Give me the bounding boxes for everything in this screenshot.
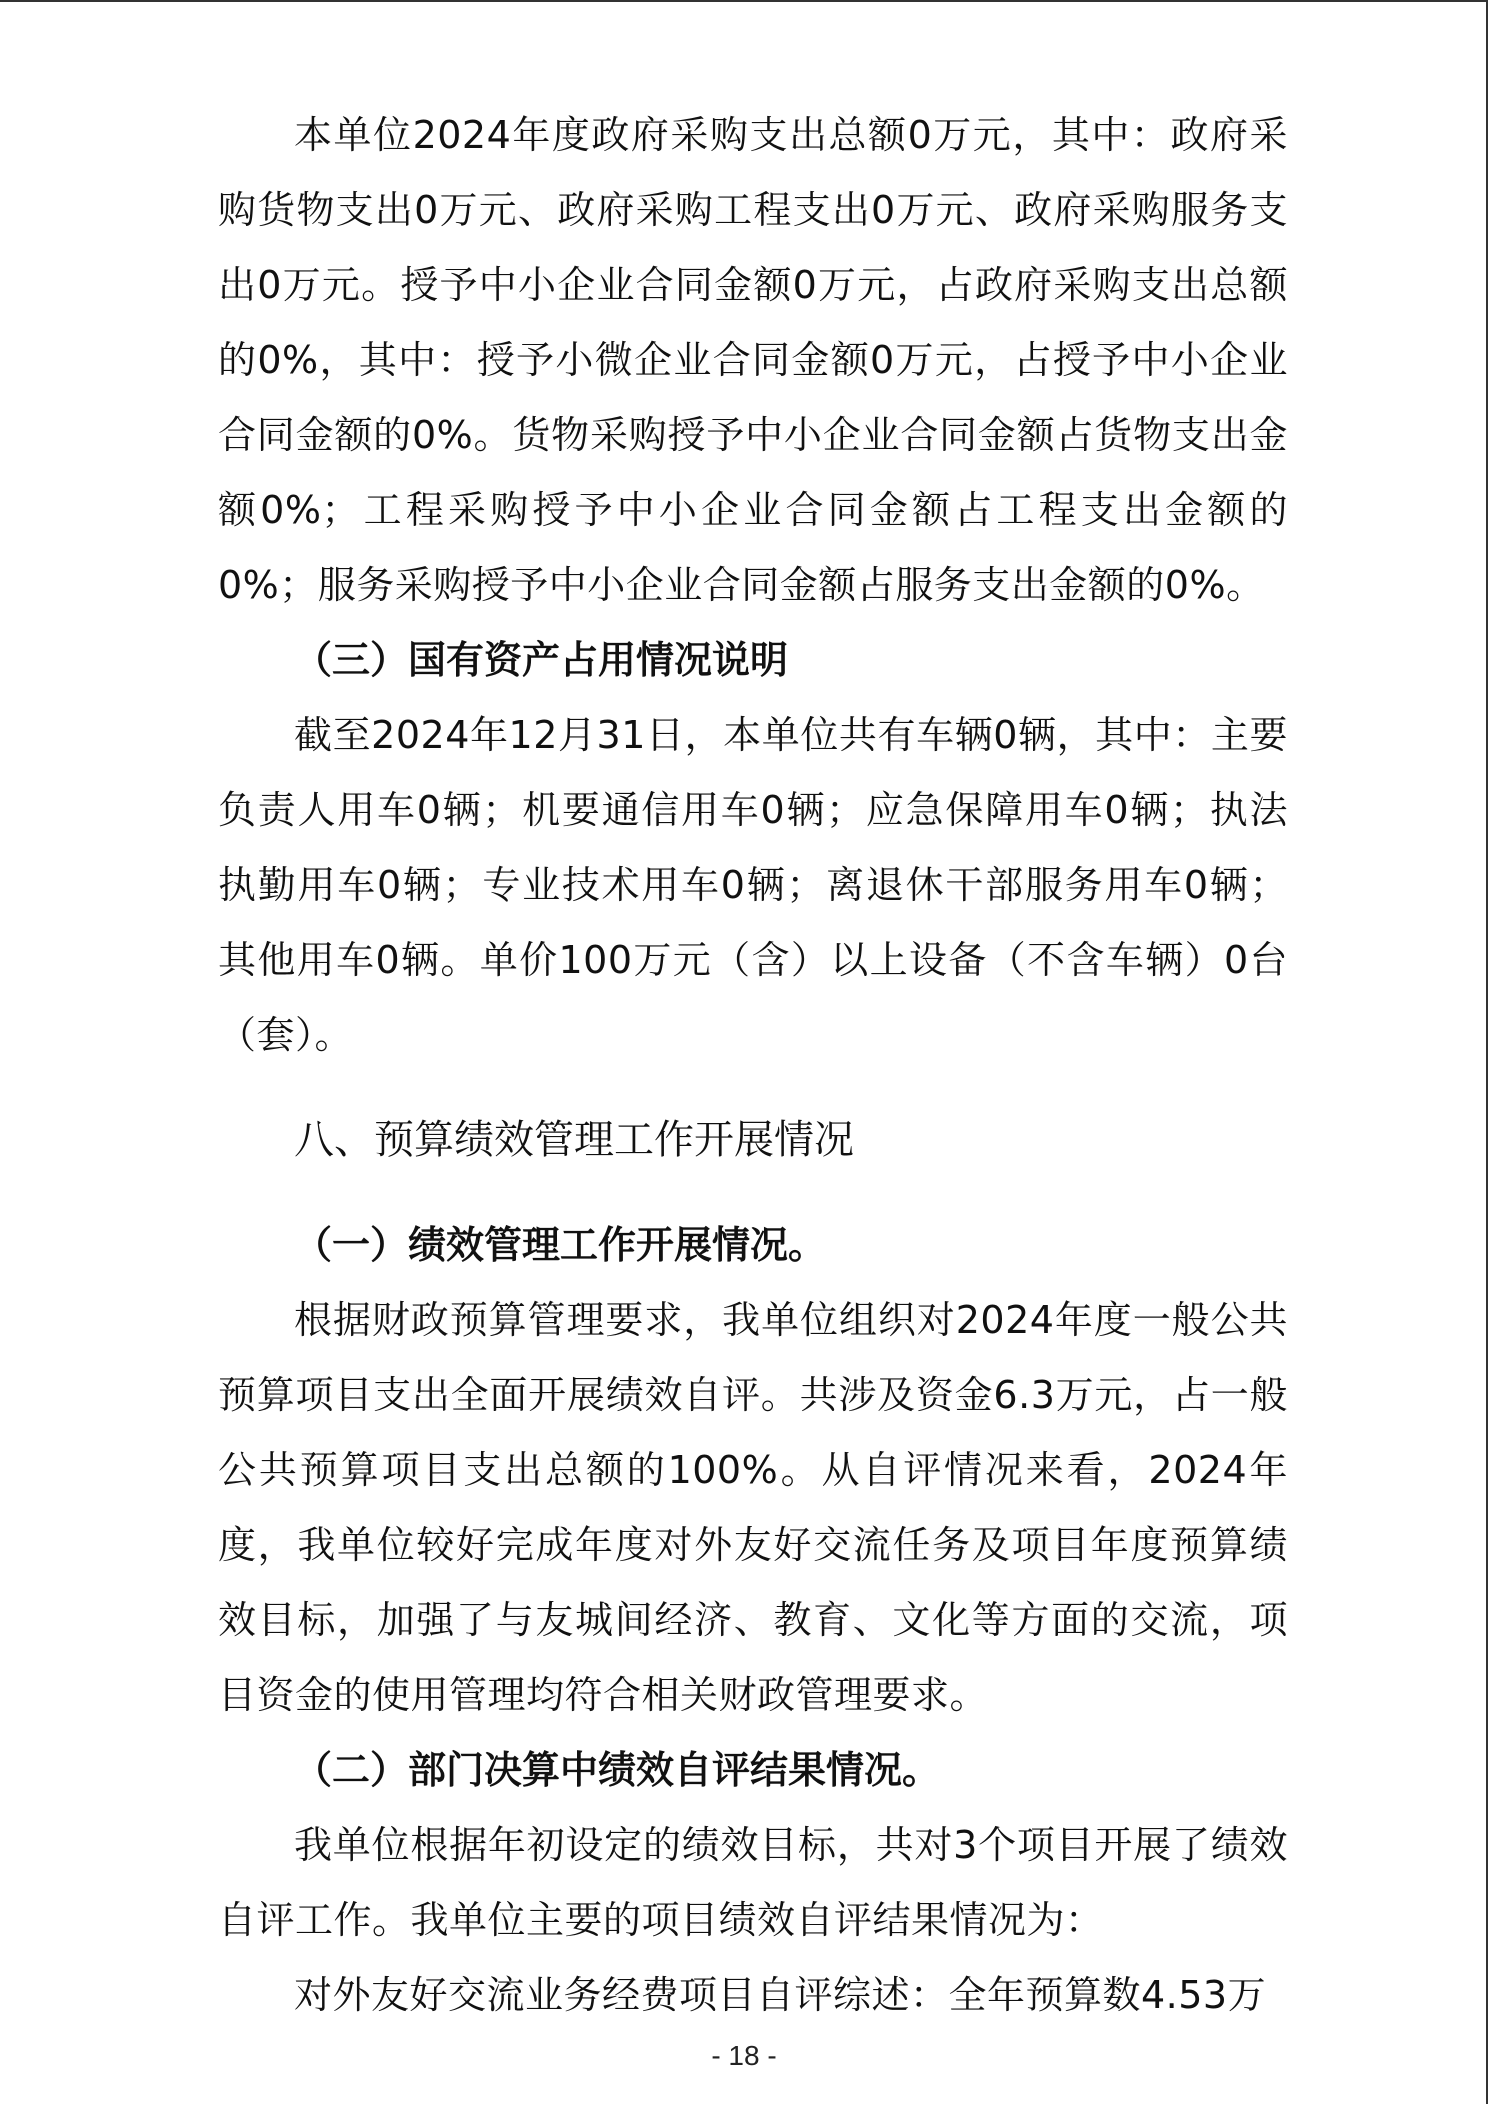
page-number: - 18 - (711, 2040, 777, 2071)
section-8-heading: 八、预算绩效管理工作开展情况 (294, 1117, 854, 1163)
page-border-top (0, 0, 1488, 2)
spacer (218, 1178, 1288, 1208)
friendship-summary-paragraph: 对外友好交流业务经费项目自评综述：全年预算数4.53万 (294, 1973, 1267, 2017)
procurement-paragraph: 本单位2024年度政府采购支出总额0万元，其中：政府采购货物支出0万元、政府采购工程支出0万元、政府采购服务支出0万元。授予中小企业合同金额0万元，占政府采购支出总额的0%，其中：授予小微企业合同金额0万元，占授予中小企业合同金额的0%。货物采购授予中小企业合同金额占货物支出金额0%；工程采购授予中小企业合同金额占工程支出金额的0%；服务采购授予中小企业合同金额占服务支出金额的0%。 (218, 113, 1288, 607)
performance-management-paragraph: 根据财政预算管理要求，我单位组织对2024年度一般公共预算项目支出全面开展绩效自评。共涉及资金6.3万元，占一般公共预算项目支出总额的100%。从自评情况来看，2024年度，我单位较好完成年度对外友好交流任务及项目年度预算绩效目标，加强了与友城间经济、教育、文化等方面的交流，项目资金的使用管理均符合相关财政管理要求。 (218, 1298, 1288, 1717)
assets-paragraph: 截至2024年12月31日，本单位共有车辆0辆，其中：主要负责人用车0辆；机要通信用车0辆；应急保障用车0辆；执法执勤用车0辆；专业技术用车0辆；离退休干部服务用车0辆；其他用车0辆。单价100万元（含）以上设备（不含车辆）0台（套）。 (218, 713, 1288, 1057)
self-evaluation-heading: （二）部门决算中绩效自评结果情况。 (294, 1748, 941, 1792)
document-body (218, 98, 1288, 2033)
self-evaluation-paragraph: 我单位根据年初设定的绩效目标，共对3个项目开展了绩效自评工作。我单位主要的项目绩效自评结果情况为： (218, 1823, 1288, 1942)
spacer (218, 1073, 1288, 1103)
assets-heading: （三）国有资产占用情况说明 (294, 638, 789, 682)
performance-management-heading: （一）绩效管理工作开展情况。 (294, 1223, 827, 1267)
